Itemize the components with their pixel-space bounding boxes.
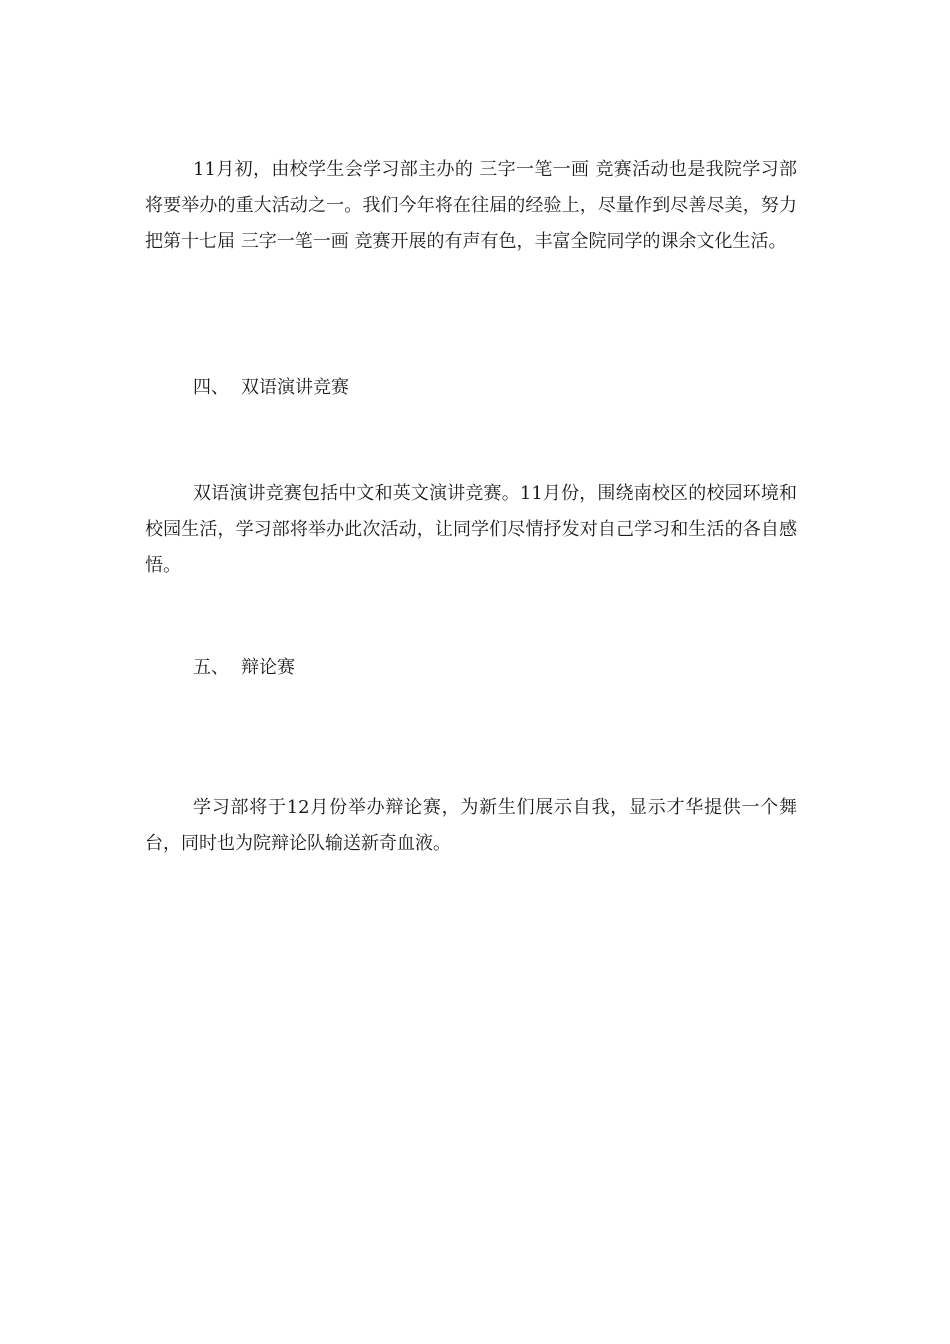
section-number: 四、 xyxy=(193,377,229,398)
section-title: 辩论赛 xyxy=(241,657,295,678)
paragraph-bilingual-speech: 双语演讲竞赛包括中文和英文演讲竞赛。11月份，围绕南校区的校园环境和校园生活，学习部将举办此次活动，让同学们尽情抒发对自己学习和生活的各自感悟。 xyxy=(145,483,797,576)
section-heading-bilingual-speech xyxy=(193,376,349,400)
section-number: 五、 xyxy=(193,657,229,678)
section-heading-debate xyxy=(193,656,295,680)
paragraph-debate: 学习部将于12月份举办辩论赛，为新生们展示自我，显示才华提供一个舞台，同时也为院辩论队输送新奇血液。 xyxy=(145,797,797,854)
section-title: 双语演讲竞赛 xyxy=(241,377,349,398)
paragraph-competition-intro: 11月初，由校学生会学习部主办的 三字一笔一画 竞赛活动也是我院学习部将要举办的重大活动之一。我们今年将在往届的经验上，尽量作到尽善尽美，努力把第十七届 三字一笔一画 竞赛开展的有声有色，丰富全院同学的课余文化生活。 xyxy=(145,159,797,252)
